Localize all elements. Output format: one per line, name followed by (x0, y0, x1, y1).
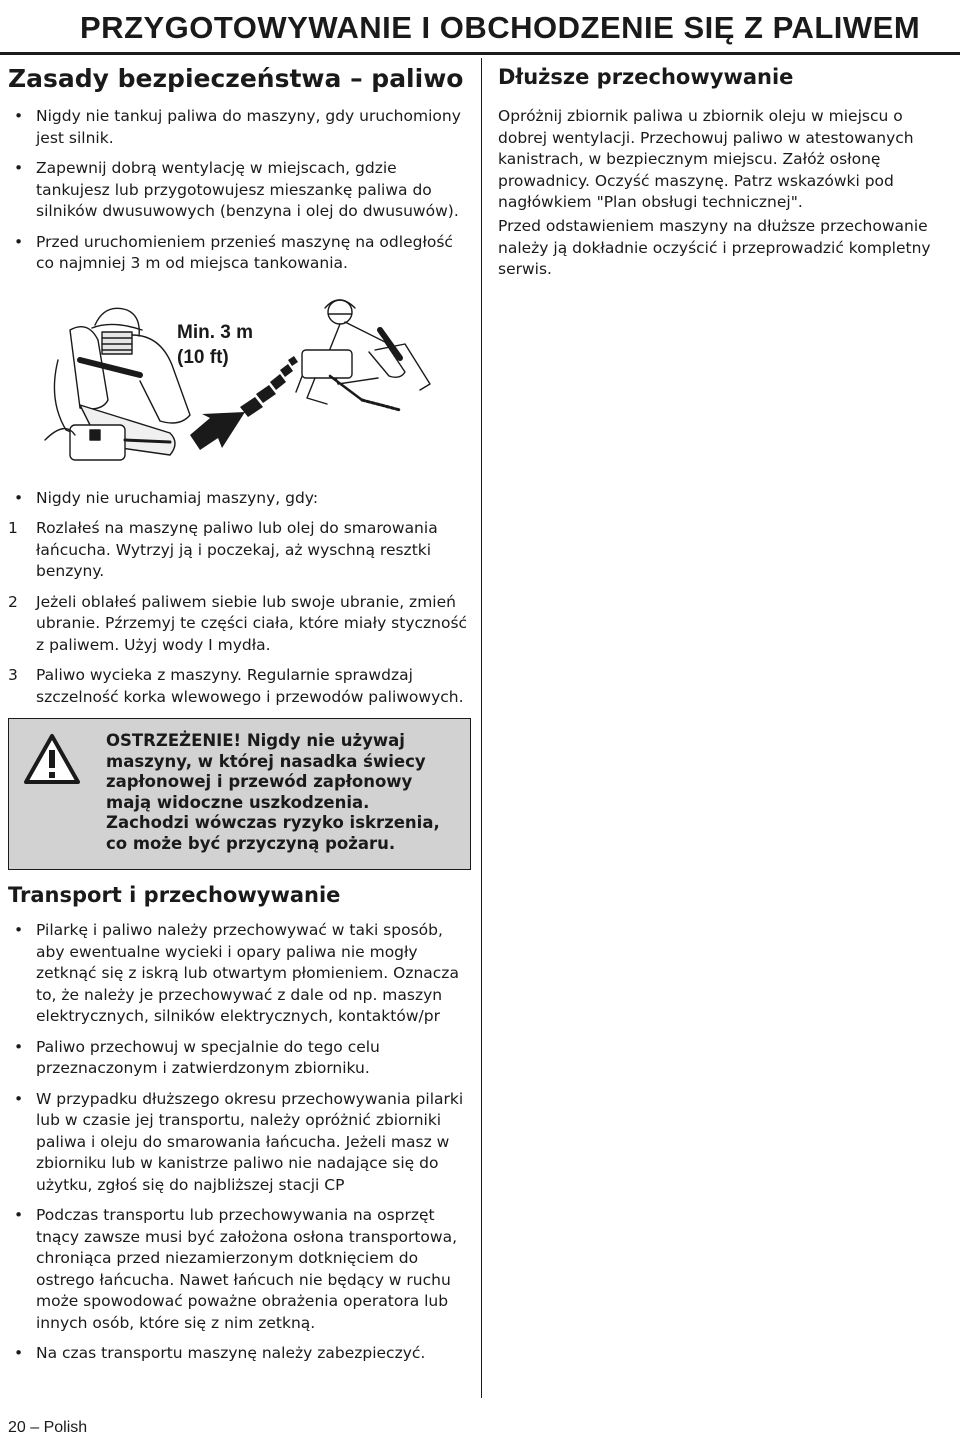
list-item: • Pilarkę i paliwo należy przechowywać w taki sposób, aby ewentualne wycieki i opary paliwa nie mogły zetknąć się z iskrą lub otwartym płomieniem. Oznacza to, że należy je przechowywać z dale od np. maszyn elektrycznych, silników elektrycznych, kontaktów/pr (14, 921, 459, 1025)
crouching-operator-figure (45, 308, 190, 460)
chainsaw-operator-figure (296, 300, 430, 410)
list-item: • Na czas transportu maszynę należy zabezpieczyć. (8, 1343, 468, 1365)
safety-bullet-list (8, 106, 468, 284)
distance-label-metric: Min. 3 m (177, 322, 254, 343)
list-item: • Nigdy nie tankuj paliwa do maszyny, gdy uruchomiony jest silnik. (14, 107, 461, 147)
column-divider (481, 58, 482, 1398)
distance-label (177, 320, 253, 370)
transport-heading: Transport i przechowywanie (8, 883, 341, 907)
refueling-distance-illustration (40, 290, 460, 475)
page-title: PRZYGOTOWYWANIE I OBCHODZENIE SIĘ Z PALIWEM (80, 10, 921, 45)
bullet-icon: • (14, 921, 24, 939)
list-item: • Paliwo przechowuj w specjalnie do tego celu przeznaczonym i zatwierdzonym zbiorniku. (14, 1037, 380, 1077)
long-storage-paragraph-2: Przed odstawieniem maszyny na dłuższe przechowanie należy ją dokładnie oczyścić i przeprowadzić kompletny serwis. (498, 217, 931, 278)
title-rule (0, 52, 960, 55)
list-item: • Podczas transportu lub przechowywania na osprzęt tnący zawsze musi być założona osłona transportowa, chroniąca przed niezamierzonym dotknięciem do ostrego łańcucha. Nawet łańcuch nie będący w ruchu może spowodować poważne obrażenia operatora lub innych osób, które się z nim zetkną. (14, 1206, 457, 1332)
distance-label-imperial: (10 ft) (177, 347, 229, 368)
list-item: • Zapewnij dobrą wentylację w miejscach, gdzie tankujesz lub przygotowujesz mieszankę paliwa do silników dwusuwowych (benzyna i olej do dwusuwów). (14, 159, 459, 220)
safety-heading: Zasady bezpieczeństwa – paliwo (8, 64, 464, 93)
list-item: 2 Jeżeli oblałeś paliwem siebie lub swoje ubranie, zmień ubranie. Pźrzemyj te części ciała, które miały styczność z paliwem. Użyj wody I mydła. (8, 592, 468, 654)
bullet-icon: • (14, 107, 24, 125)
bullet-icon: • (14, 489, 24, 507)
bullet-icon: • (14, 1344, 24, 1362)
bullet-icon: • (14, 1089, 24, 1108)
bullet-icon: • (14, 159, 24, 177)
long-storage-heading: Dłuższe przechowywanie (498, 65, 794, 89)
warning-box (8, 718, 471, 870)
distance-arrow (190, 356, 298, 450)
warning-text: OSTRZEŻENIE! Nigdy nie używaj maszyny, w której nasadka świecy zapłonowej i przewód zapłonowy mają widoczne uszkodzenia. Zachodzi wówczas ryzyko iskrzenia, co może być przyczyną pożaru. (106, 731, 440, 853)
never-start-numbered-list (8, 518, 468, 717)
list-item: • Nigdy nie uruchamiaj maszyny, gdy: (8, 488, 468, 510)
long-storage-paragraph-1: Opróżnij zbiornik paliwa u zbiornik oleju w miejscu o dobrej wentylacji. Przechowuj paliwo w atestowanych kanistrach, w bezpiecznym miejscu. Załóż osłonę prowadnicy. Oczyść maszynę. Patrz wskazówki pod nagłówkiem "Plan obsługi technicznej". (498, 107, 914, 211)
transport-bullet-list (8, 920, 468, 1374)
bullet-icon: • (14, 1206, 24, 1224)
list-item: • Przed uruchomieniem przenieś maszynę na odległość co najmniej 3 m od miejsca tankowania. (14, 232, 453, 272)
list-item: • W przypadku dłuższego okresu przechowywania pilarki lub w czasie jej transportu, należy opróżnić zbiorniki paliwa i oleju do smarowania łańcucha. Jeżeli masz w zbiorniku lub w kanistrze paliwo nie nadające się do użytku, zgłoś się do najbliższej stacji CP (14, 1089, 464, 1194)
list-item: 1 Rozlałeś na maszynę paliwo lub olej do smarowania łańcucha. Wytrzyj ją i poczekaj, aż wyschną resztki benzyny. (8, 519, 438, 580)
bullet-icon: • (14, 232, 24, 251)
warning-triangle-icon (23, 733, 81, 785)
never-start-intro-list (8, 488, 468, 519)
page-footer: 20 – Polish (8, 1419, 88, 1436)
bullet-icon: • (14, 1037, 24, 1056)
list-item: 3 Paliwo wycieka z maszyny. Regularnie sprawdzaj szczelność korka wlewowego i przewodów paliwowych. (8, 666, 464, 706)
